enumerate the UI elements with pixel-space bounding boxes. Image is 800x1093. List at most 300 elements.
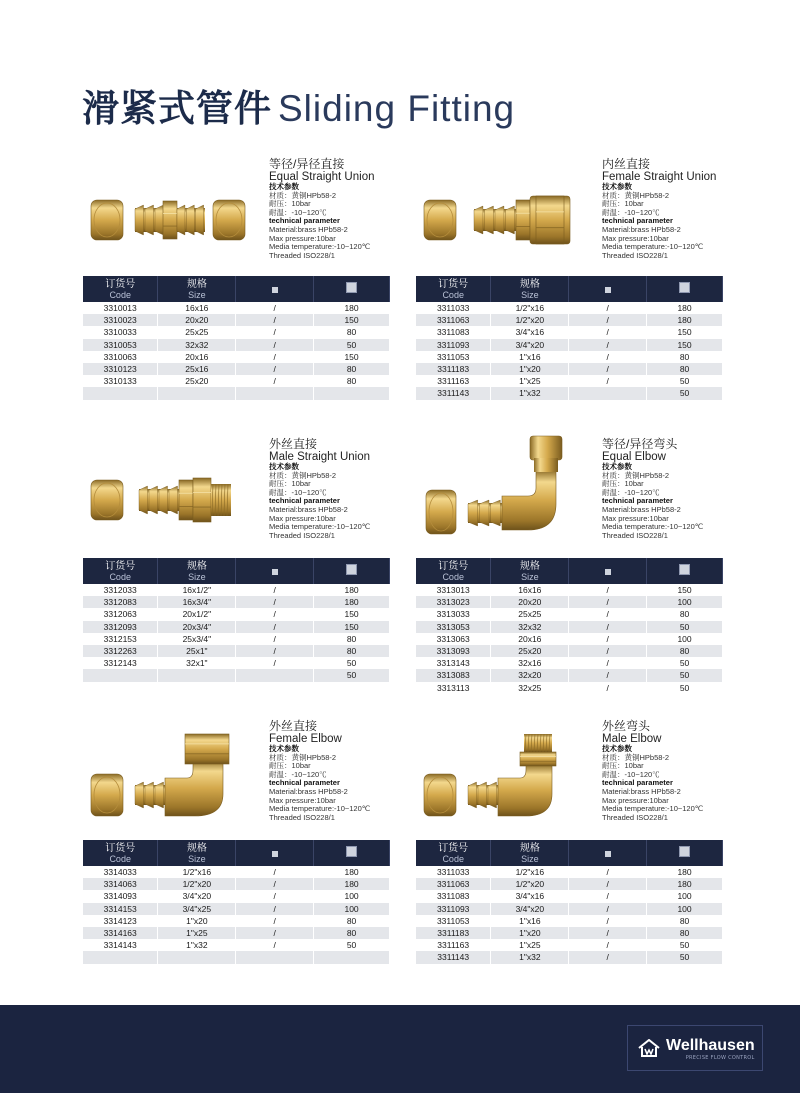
table-row <box>83 387 390 399</box>
table-cell: / <box>569 596 647 608</box>
table-cell: 50 <box>314 939 390 951</box>
table-cell: / <box>236 645 314 657</box>
table-cell: 180 <box>314 584 390 596</box>
table-cell: 3312093 <box>83 621 158 633</box>
header-size: 规格 Size <box>491 558 569 584</box>
table-cell: 1/2"x20 <box>491 878 569 890</box>
table-cell: 180 <box>314 866 390 878</box>
table-cell: 32x20 <box>491 669 569 681</box>
product-info <box>602 438 800 540</box>
table-cell: 1"x20 <box>491 363 569 375</box>
table-cell: 3311063 <box>416 878 491 890</box>
product-name-cn: 外丝弯头 <box>602 719 651 733</box>
table-cell: 3314063 <box>83 878 158 890</box>
spec-line: technical parameter <box>269 496 340 506</box>
table-cell: 80 <box>314 633 390 645</box>
table-cell: 20x16 <box>158 351 236 363</box>
table-cell: 3314093 <box>83 890 158 902</box>
product-name-en: Female Elbow <box>269 733 342 745</box>
header-code: 订货号 Code <box>416 558 491 584</box>
table-cell: 3311033 <box>416 302 491 314</box>
table-cell: 150 <box>314 621 390 633</box>
table-row <box>83 866 390 878</box>
table-row <box>416 866 723 878</box>
table-cell: 3/4"x20 <box>158 890 236 902</box>
table-cell: 3/4"x20 <box>491 339 569 351</box>
table-cell: 3312263 <box>83 645 158 657</box>
header-box-icon <box>569 276 647 302</box>
table-cell: / <box>236 363 314 375</box>
table-row <box>83 633 390 645</box>
spec-line: technical parameter <box>602 496 673 506</box>
table-cell: 16x16 <box>158 302 236 314</box>
table-cell: 1"x32 <box>491 951 569 963</box>
table-cell: / <box>569 326 647 338</box>
table-cell: 20x20 <box>158 314 236 326</box>
table-row <box>83 302 390 314</box>
header-carton-icon <box>314 276 390 302</box>
table-row <box>416 363 723 375</box>
spec-line: Material:brass HPb58-2 <box>602 504 681 514</box>
product-photo <box>416 170 586 280</box>
table-row <box>416 339 723 351</box>
spec-line: Material:brass HPb58-2 <box>269 504 348 514</box>
table-cell: 1/2"x16 <box>491 866 569 878</box>
table-row <box>83 915 390 927</box>
page-title <box>82 78 515 132</box>
table-row <box>83 903 390 915</box>
table-cell: 50 <box>314 339 390 351</box>
spec-line: Threaded ISO228/1 <box>602 250 668 260</box>
product-name-en: Equal Straight Union <box>269 171 375 183</box>
table-cell <box>314 951 390 963</box>
table-cell: 3313113 <box>416 682 491 694</box>
spec-line: Threaded ISO228/1 <box>602 812 668 822</box>
table-cell <box>569 964 647 976</box>
table-row <box>416 927 723 939</box>
table-cell: 3313023 <box>416 596 491 608</box>
product-name-cn: 外丝直接 <box>269 719 318 733</box>
table-cell: / <box>236 375 314 387</box>
table-cell: 32x32 <box>491 621 569 633</box>
spec-table <box>83 558 390 694</box>
table-cell <box>83 951 158 963</box>
table-cell: 150 <box>314 608 390 620</box>
table-row <box>416 878 723 890</box>
table-cell: / <box>569 302 647 314</box>
table-cell: 3311183 <box>416 363 491 375</box>
spec-line: technical parameter <box>602 778 673 788</box>
table-cell: / <box>569 657 647 669</box>
table-row <box>83 964 390 976</box>
table-cell <box>647 964 723 976</box>
product-photo <box>83 732 253 842</box>
table-cell: 1/2"x20 <box>158 878 236 890</box>
spec-line: Max pressure:10bar <box>269 233 336 243</box>
header-code: 订货号 Code <box>416 276 491 302</box>
table-cell: 1"x32 <box>158 939 236 951</box>
spec-line: Media temperature:-10~120℃ <box>269 522 371 532</box>
table-cell: 100 <box>314 890 390 902</box>
spec-line: technical parameter <box>602 216 673 226</box>
spec-line: Media temperature:-10~120℃ <box>602 522 704 532</box>
table-row <box>416 351 723 363</box>
table-cell: 1"x16 <box>491 915 569 927</box>
table-cell: 1"x20 <box>491 927 569 939</box>
spec-line: 耐压：10bar <box>269 761 311 771</box>
table-cell <box>158 964 236 976</box>
table-cell <box>83 669 158 681</box>
product-info <box>602 720 800 822</box>
table-cell: 150 <box>314 351 390 363</box>
table-row <box>416 584 723 596</box>
table-cell: / <box>569 927 647 939</box>
table-cell: 3310023 <box>83 314 158 326</box>
product-name-en: Equal Elbow <box>602 451 666 463</box>
table-cell: 20x16 <box>491 633 569 645</box>
table-cell: 3312143 <box>83 657 158 669</box>
table-cell: / <box>569 314 647 326</box>
table-cell <box>83 964 158 976</box>
spec-line: 耐温：-10~120℃ <box>269 487 327 497</box>
table-cell: / <box>569 903 647 915</box>
header-size: 规格 Size <box>491 840 569 866</box>
table-cell: 3310123 <box>83 363 158 375</box>
table-row <box>416 387 723 399</box>
table-cell: 80 <box>647 608 723 620</box>
table-row <box>83 326 390 338</box>
table-row <box>83 927 390 939</box>
table-row <box>83 890 390 902</box>
table-cell <box>158 669 236 681</box>
table-cell: 25x20 <box>158 375 236 387</box>
table-cell: / <box>569 878 647 890</box>
title-en: Sliding Fitting <box>278 88 516 129</box>
table-cell: 1"x25 <box>491 375 569 387</box>
table-cell <box>236 964 314 976</box>
table-cell <box>569 400 647 412</box>
table-cell: / <box>236 878 314 890</box>
spec-table <box>83 276 390 412</box>
table-cell: 1"x32 <box>491 387 569 399</box>
table-cell: 32x25 <box>491 682 569 694</box>
table-cell <box>236 400 314 412</box>
table-cell: / <box>236 302 314 314</box>
spec-line: 技术参数 <box>602 744 632 753</box>
header-box-icon <box>569 558 647 584</box>
header-box-icon <box>236 276 314 302</box>
table-cell: 3313063 <box>416 633 491 645</box>
table-cell: 3/4"x16 <box>491 890 569 902</box>
table-row <box>416 302 723 314</box>
table-cell: 50 <box>647 375 723 387</box>
table-cell: 3311183 <box>416 927 491 939</box>
product-name-cn: 内丝直接 <box>602 157 651 171</box>
table-cell: 3313083 <box>416 669 491 681</box>
table-cell: 50 <box>647 669 723 681</box>
table-cell: 16x16 <box>491 584 569 596</box>
table-cell: 180 <box>647 314 723 326</box>
spec-line: Max pressure:10bar <box>602 795 669 805</box>
table-row <box>83 363 390 375</box>
table-cell: 180 <box>647 866 723 878</box>
product-info <box>602 158 800 260</box>
table-row <box>83 669 390 681</box>
table-cell: 3313053 <box>416 621 491 633</box>
table-cell: 50 <box>647 621 723 633</box>
spec-line: Material:brass HPb58-2 <box>269 224 348 234</box>
table-cell: 3312083 <box>83 596 158 608</box>
table-row <box>83 878 390 890</box>
table-cell: 50 <box>647 951 723 963</box>
header-code: 订货号 Code <box>83 558 158 584</box>
spec-table <box>83 840 390 976</box>
table-cell: 50 <box>647 682 723 694</box>
header-size: 规格 Size <box>158 276 236 302</box>
spec-table <box>416 840 723 976</box>
table-cell: / <box>569 890 647 902</box>
spec-line: 耐温：-10~120℃ <box>602 487 660 497</box>
table-row <box>416 596 723 608</box>
product-name-en: Male Elbow <box>602 733 662 745</box>
header-carton-icon <box>647 276 723 302</box>
spec-table <box>416 558 723 694</box>
table-cell: / <box>236 866 314 878</box>
spec-line: Media temperature:-10~120℃ <box>269 804 371 814</box>
product-photo <box>83 450 253 560</box>
spec-line: Material:brass HPb58-2 <box>269 786 348 796</box>
table-cell: / <box>569 939 647 951</box>
spec-line: Max pressure:10bar <box>602 233 669 243</box>
spec-line: Material:brass HPb58-2 <box>602 786 681 796</box>
table-cell: 100 <box>314 903 390 915</box>
table-cell: 150 <box>647 339 723 351</box>
table-cell: / <box>236 621 314 633</box>
table-row <box>83 951 390 963</box>
spec-line: 耐压：10bar <box>269 199 311 209</box>
table-cell: / <box>569 669 647 681</box>
table-cell: 100 <box>647 903 723 915</box>
table-cell: / <box>569 915 647 927</box>
spec-line: 技术参数 <box>602 182 632 191</box>
spec-line: 技术参数 <box>269 182 299 191</box>
table-row <box>416 682 723 694</box>
table-cell: 25x1" <box>158 645 236 657</box>
table-row <box>83 939 390 951</box>
table-cell: 180 <box>647 302 723 314</box>
table-cell: 180 <box>314 302 390 314</box>
table-cell: 3311143 <box>416 387 491 399</box>
table-row <box>416 608 723 620</box>
spec-line: Material:brass HPb58-2 <box>602 224 681 234</box>
table-cell: / <box>569 951 647 963</box>
table-row <box>83 375 390 387</box>
table-cell: 3313013 <box>416 584 491 596</box>
spec-line: 耐温：-10~120℃ <box>269 769 327 779</box>
table-cell: 3312153 <box>83 633 158 645</box>
table-row <box>416 375 723 387</box>
table-row <box>416 657 723 669</box>
table-row <box>416 645 723 657</box>
spec-line: Media temperature:-10~120℃ <box>602 242 704 252</box>
spec-line: 耐压：10bar <box>269 479 311 489</box>
spec-line: Threaded ISO228/1 <box>602 530 668 540</box>
table-cell: / <box>569 633 647 645</box>
table-cell: / <box>236 351 314 363</box>
spec-line: technical parameter <box>269 216 340 226</box>
table-row <box>416 915 723 927</box>
table-cell: / <box>569 608 647 620</box>
spec-line: 材质：黄铜HPb58-2 <box>269 752 337 762</box>
table-cell <box>314 400 390 412</box>
table-cell: 1"x25 <box>491 939 569 951</box>
table-cell: 3311063 <box>416 314 491 326</box>
table-row <box>83 400 390 412</box>
table-cell <box>416 964 491 976</box>
table-cell: 1/2"x20 <box>491 314 569 326</box>
table-cell: 3314153 <box>83 903 158 915</box>
table-cell: 3314163 <box>83 927 158 939</box>
product-name-cn: 等径/异径直接 <box>269 157 345 171</box>
table-cell: 1"x16 <box>491 351 569 363</box>
table-cell: 3311083 <box>416 326 491 338</box>
header-size: 规格 Size <box>158 840 236 866</box>
table-cell: / <box>569 866 647 878</box>
table-cell: 150 <box>647 584 723 596</box>
table-row <box>416 903 723 915</box>
table-cell: 3312063 <box>83 608 158 620</box>
spec-line: Media temperature:-10~120℃ <box>602 804 704 814</box>
table-cell <box>83 682 158 694</box>
table-cell: 32x32 <box>158 339 236 351</box>
spec-line: 耐温：-10~120℃ <box>602 769 660 779</box>
spec-line: 耐温：-10~120℃ <box>602 207 660 217</box>
table-cell: / <box>569 621 647 633</box>
table-cell: 80 <box>314 645 390 657</box>
spec-line: 耐温：-10~120℃ <box>269 207 327 217</box>
table-cell: 80 <box>314 927 390 939</box>
product-name-en: Male Straight Union <box>269 451 370 463</box>
table-row <box>416 951 723 963</box>
table-row <box>416 314 723 326</box>
header-carton-icon <box>647 840 723 866</box>
table-cell <box>236 951 314 963</box>
table-cell <box>158 951 236 963</box>
table-cell: 100 <box>647 633 723 645</box>
table-cell: 25x3/4" <box>158 633 236 645</box>
table-row <box>83 621 390 633</box>
table-cell <box>491 400 569 412</box>
table-cell: / <box>236 608 314 620</box>
table-cell: / <box>569 339 647 351</box>
table-cell <box>314 682 390 694</box>
spec-line: Max pressure:10bar <box>269 513 336 523</box>
table-cell: / <box>236 657 314 669</box>
title-cn: 滑紧式管件 <box>82 87 272 130</box>
table-cell: 3310133 <box>83 375 158 387</box>
table-cell <box>416 400 491 412</box>
table-row <box>416 326 723 338</box>
table-cell: 16x1/2" <box>158 584 236 596</box>
table-cell: 3312033 <box>83 584 158 596</box>
table-cell: 3310033 <box>83 326 158 338</box>
table-cell: 16x3/4" <box>158 596 236 608</box>
table-row <box>83 351 390 363</box>
table-cell: 3311053 <box>416 915 491 927</box>
spec-line: 材质：黄铜HPb58-2 <box>269 190 337 200</box>
table-cell <box>491 964 569 976</box>
table-cell: 3311163 <box>416 939 491 951</box>
table-cell: 50 <box>314 657 390 669</box>
table-cell <box>158 400 236 412</box>
table-row <box>416 964 723 976</box>
spec-line: 耐压：10bar <box>602 199 644 209</box>
table-cell: 180 <box>314 596 390 608</box>
table-cell <box>236 669 314 681</box>
table-cell: 3314033 <box>83 866 158 878</box>
table-row <box>83 596 390 608</box>
spec-line: technical parameter <box>269 778 340 788</box>
table-cell: 3313093 <box>416 645 491 657</box>
table-cell: / <box>236 326 314 338</box>
table-cell: 3314123 <box>83 915 158 927</box>
spec-line: Threaded ISO228/1 <box>269 812 335 822</box>
table-cell: / <box>236 584 314 596</box>
product-name-cn: 外丝直接 <box>269 437 318 451</box>
table-cell: 3/4"x16 <box>491 326 569 338</box>
table-cell: 100 <box>647 890 723 902</box>
spec-line: Media temperature:-10~120℃ <box>269 242 371 252</box>
table-cell: / <box>236 939 314 951</box>
table-cell: 80 <box>314 915 390 927</box>
spec-table <box>416 276 723 412</box>
table-cell: 80 <box>314 375 390 387</box>
table-cell: / <box>569 645 647 657</box>
table-cell: 3314143 <box>83 939 158 951</box>
table-cell: 32x1" <box>158 657 236 669</box>
header-box-icon <box>236 840 314 866</box>
table-cell: 3313143 <box>416 657 491 669</box>
table-cell: 3/4"x25 <box>158 903 236 915</box>
header-code: 订货号 Code <box>83 840 158 866</box>
header-box-icon <box>236 558 314 584</box>
table-cell: / <box>236 890 314 902</box>
table-cell <box>314 387 390 399</box>
table-cell: / <box>569 375 647 387</box>
brand-logo <box>627 1025 763 1071</box>
table-cell: 100 <box>647 596 723 608</box>
spec-line: 技术参数 <box>602 462 632 471</box>
footer-bar <box>0 1005 800 1093</box>
table-cell: 80 <box>647 927 723 939</box>
house-icon <box>638 1039 660 1057</box>
table-cell: / <box>569 363 647 375</box>
table-row <box>83 608 390 620</box>
header-size: 规格 Size <box>158 558 236 584</box>
table-cell: 25x25 <box>491 608 569 620</box>
table-cell: 20x1/2" <box>158 608 236 620</box>
spec-line: 技术参数 <box>269 744 299 753</box>
table-cell: 180 <box>647 878 723 890</box>
table-cell: / <box>569 584 647 596</box>
table-cell: / <box>236 314 314 326</box>
table-row <box>416 669 723 681</box>
header-code: 订货号 Code <box>83 276 158 302</box>
table-row <box>416 633 723 645</box>
table-cell: 3311093 <box>416 903 491 915</box>
product-name-en: Female Straight Union <box>602 171 717 183</box>
spec-line: Threaded ISO228/1 <box>269 250 335 260</box>
